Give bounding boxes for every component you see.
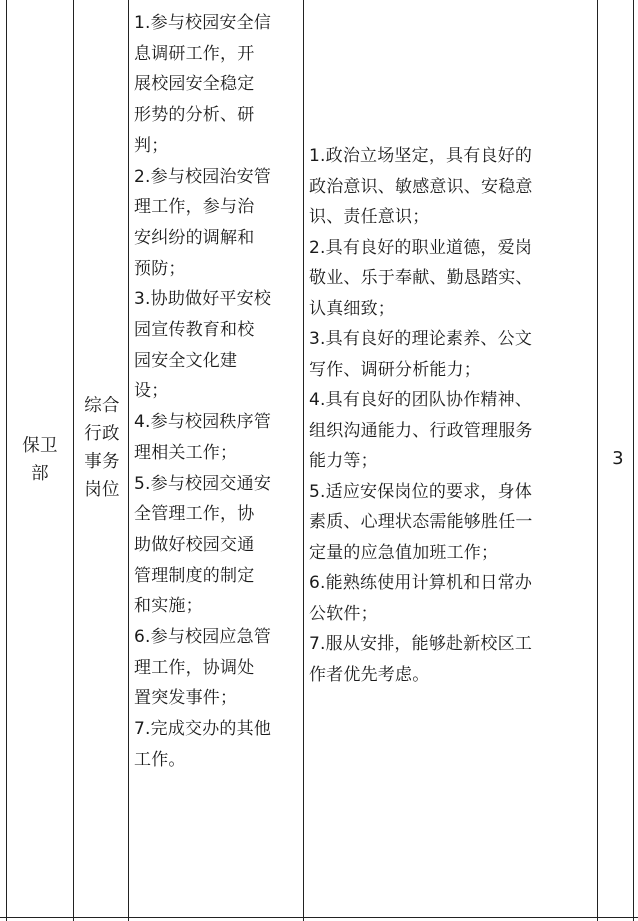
duty-line: 置突发事件；	[134, 688, 238, 709]
duty-line: 园宣传教育和校	[134, 320, 255, 341]
duty-line: 形势的分析、研	[134, 105, 255, 126]
requirement-line: 1.政治立场坚定，具有良好的	[309, 146, 533, 166]
requirement-line: 写作、调研分析能力；	[309, 359, 481, 380]
requirement-line: 政治意识、敏感意识、安稳意	[309, 176, 533, 197]
requirement-line: 5.适应安保岗位的要求，身体	[309, 481, 533, 502]
position-line: 事务	[84, 452, 120, 472]
duty-line: 工作。	[134, 749, 186, 770]
column-divider-1	[73, 0, 74, 921]
position-line: 综合	[84, 396, 120, 416]
requirement-line: 识、责任意识；	[309, 207, 430, 227]
duty-line: 1.参与校园安全信	[134, 13, 272, 33]
requirement-line: 2.具有良好的职业道德，爱岗	[309, 237, 533, 258]
column-divider-3	[303, 0, 304, 921]
headcount-value: 3	[612, 448, 624, 469]
duty-line: 息调研工作，开	[134, 43, 255, 64]
duty-line: 6.参与校园应急管	[134, 627, 272, 648]
requirement-line: 7.服从安排，能够赴新校区工	[309, 634, 533, 654]
duty-line: 判；	[134, 135, 169, 156]
requirement-line: 3.具有良好的理论素养、公文	[309, 329, 533, 349]
duty-line: 园安全文化建	[134, 350, 238, 371]
requirement-line: 组织沟通能力、行政管理服务	[309, 420, 533, 441]
column-divider-2	[128, 0, 129, 921]
requirement-line: 公软件；	[309, 603, 378, 624]
position-line: 岗位	[84, 480, 120, 500]
requirement-line: 认真细致；	[309, 298, 395, 319]
requirement-line: 能力等；	[309, 451, 378, 471]
duty-line: 3.协助做好平安校	[134, 289, 272, 310]
duty-line: 5.参与校园交通安	[134, 473, 272, 494]
duty-line: 预防；	[134, 258, 186, 279]
duty-line: 7.完成交办的其他	[134, 719, 272, 740]
duty-line: 设；	[134, 381, 169, 402]
department-line: 保卫	[22, 436, 58, 456]
duty-line: 展校园安全稳定	[134, 74, 255, 95]
duty-line: 安纠纷的调解和	[134, 227, 255, 248]
requirements-cell	[309, 141, 595, 690]
requirement-line: 作者优先考虑。	[309, 664, 430, 685]
requirement-line: 4.具有良好的团队协作精神、	[309, 390, 533, 410]
department-line: 部	[31, 464, 49, 484]
headcount-cell	[598, 445, 638, 473]
position-line: 行政	[84, 424, 120, 444]
table-border-left	[6, 0, 7, 921]
position-cell	[78, 392, 126, 504]
duties-cell	[134, 8, 300, 776]
department-cell	[10, 432, 70, 488]
duty-line: 理相关工作；	[134, 442, 238, 463]
duty-line: 2.参与校园治安管	[134, 166, 272, 187]
duty-line: 理工作，参与治	[134, 197, 255, 218]
requirement-line: 敬业、乐于奉献、勤恳踏实、	[309, 268, 533, 288]
duty-line: 助做好校园交通	[134, 534, 255, 555]
duty-line: 4.参与校园秩序管	[134, 412, 272, 433]
duty-line: 理工作，协调处	[134, 657, 255, 678]
duty-line: 管理制度的制定	[134, 565, 255, 586]
requirement-line: 6.能熟练使用计算机和日常办	[309, 573, 533, 593]
duty-line: 全管理工作，协	[134, 504, 255, 525]
duty-line: 和实施；	[134, 596, 203, 617]
requirement-line: 素质、心理状态需能够胜任一	[309, 512, 533, 532]
requirement-line: 定量的应急值加班工作；	[309, 542, 499, 563]
table-border-bottom	[0, 917, 638, 918]
